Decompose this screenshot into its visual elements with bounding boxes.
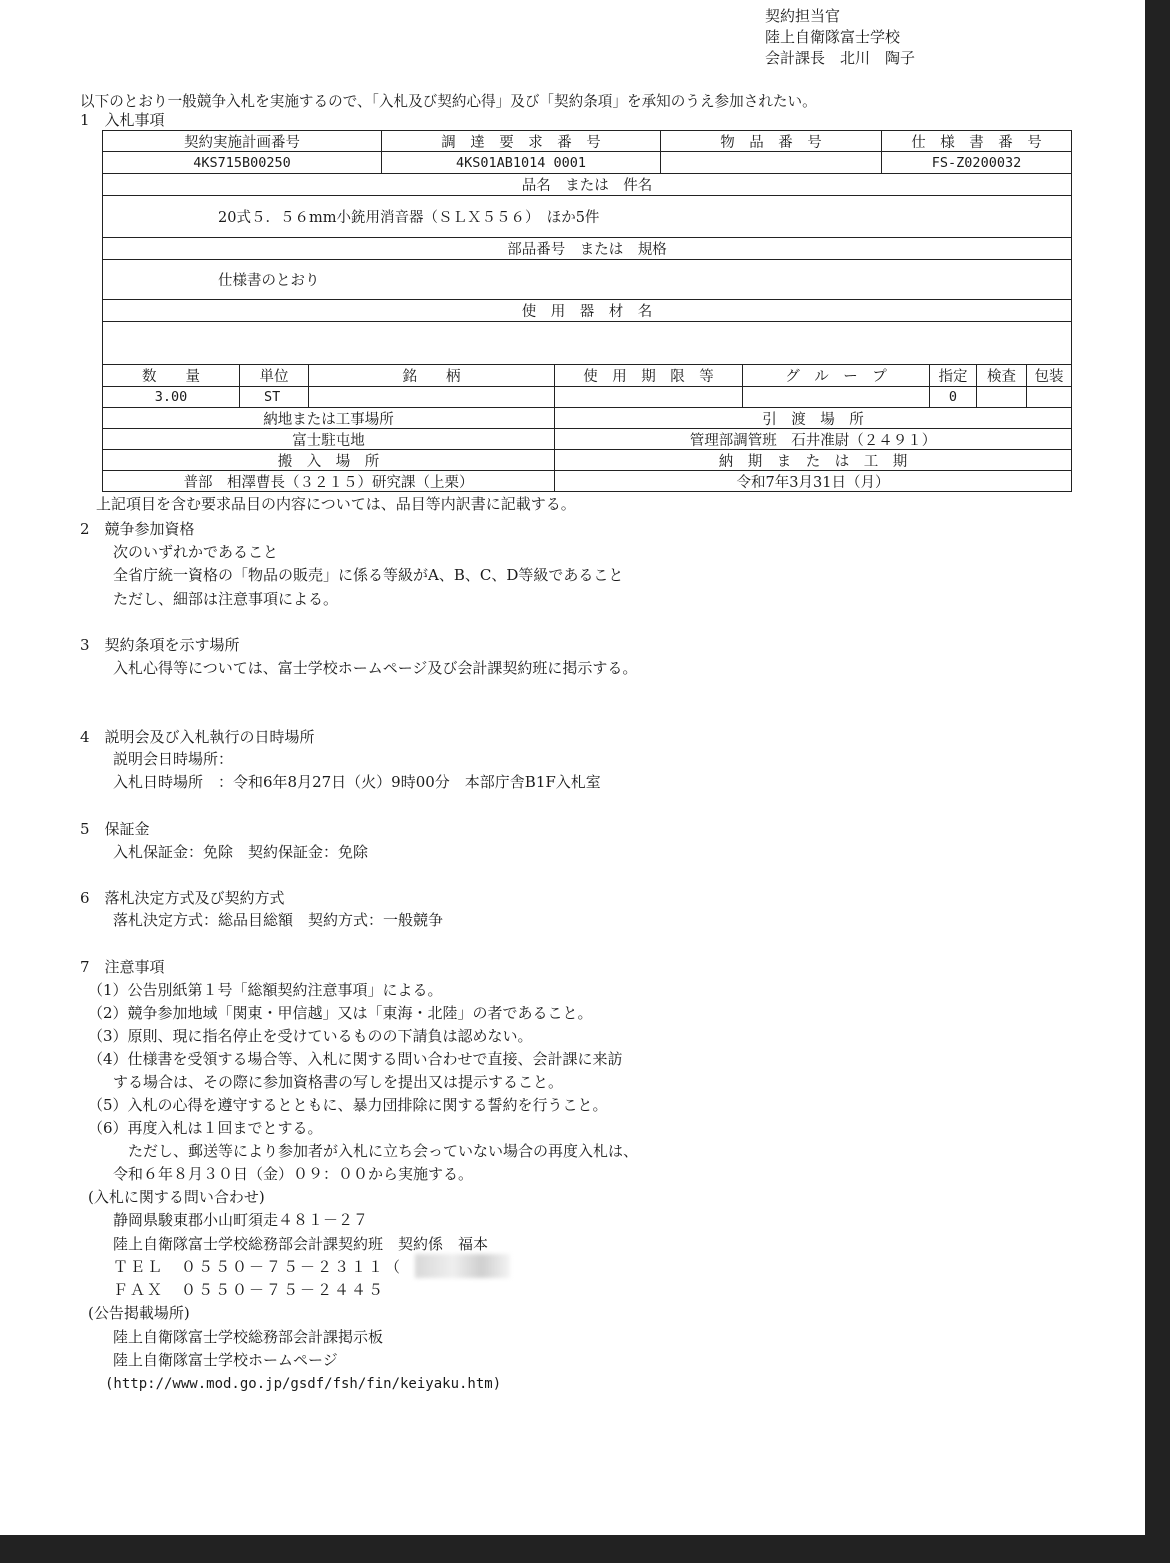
td-item-name: 20式５．５６mm小銃用消音器（ＳＬＸ５５６） ほか5件 xyxy=(102,195,1072,238)
th-delivery-place: 納地または工事場所 xyxy=(102,407,555,429)
section4-line2: 入札日時場所 ：令和6年8月27日（火）9時00分 本部庁舎B1F入札室 xyxy=(113,773,601,791)
th-deadline: 納 期 ま た は 工 期 xyxy=(554,449,1072,471)
section4-line1: 説明会日時場所： xyxy=(113,750,234,768)
td-req-no: 4KS01AB1014 0001 xyxy=(381,151,661,174)
section2-line1: 次のいずれかであること xyxy=(113,543,279,561)
contact-fax: ＦＡＸ ０５５０－７５－２４４５ xyxy=(113,1281,386,1299)
redacted-area xyxy=(415,1254,510,1278)
th-unit: 単位 xyxy=(239,364,309,387)
section1-note: 上記項目を含む要求品目の内容については、品目等内訳書に記載する。 xyxy=(96,495,576,513)
contact-address: 静岡県駿東郡小山町須走４８１－２７ xyxy=(113,1211,369,1229)
section4-title: 4 説明会及び入札執行の日時場所 xyxy=(80,728,315,746)
th-pack: 包装 xyxy=(1026,364,1072,387)
th-designate: 指定 xyxy=(929,364,977,387)
th-period: 使 用 期 限 等 xyxy=(554,364,743,387)
section2-title: 2 競争参加資格 xyxy=(80,520,195,538)
th-plan-no: 契約実施計画番号 xyxy=(102,130,382,152)
td-spec-no: FS-Z0200032 xyxy=(881,151,1072,174)
td-equipment xyxy=(102,321,1072,365)
th-qty: 数 量 xyxy=(102,364,240,387)
contact-tel: ＴＥＬ ０５５０－７５－２３１１（ xyxy=(113,1258,403,1276)
th-handover: 引 渡 場 所 xyxy=(554,407,1072,429)
note-4a: （4）仕様書を受領する場合等、入札に関する問い合わせで直接、会計課に来訪 xyxy=(88,1050,623,1068)
note-6b: ただし、郵送等により参加者が入札に立ち会っていない場合の再度入札は、 xyxy=(128,1142,639,1160)
bid-table xyxy=(102,130,1072,492)
note-4b: する場合は、その際に参加資格書の写しを提出又は提示すること。 xyxy=(113,1073,564,1091)
section5-line1: 入札保証金：免除 契約保証金：免除 xyxy=(113,843,369,861)
section6-title: 6 落札決定方式及び契約方式 xyxy=(80,889,285,907)
posting-line2: 陸上自衛隊富士学校ホームページ xyxy=(113,1351,338,1369)
td-carry-in: 普部 相澤曹長（３２１５）研究課（上栗） xyxy=(102,470,555,492)
posting-title: (公告掲載場所) xyxy=(88,1304,190,1322)
note-6c: 令和６年８月３０日（金）０９：００から実施する。 xyxy=(113,1165,474,1183)
td-item-no xyxy=(660,151,882,174)
contact-title: (入札に関する問い合わせ) xyxy=(88,1188,265,1206)
td-designate: 0 xyxy=(929,386,977,408)
note-3: （3）原則、現に指名停止を受けているものの下請負は認めない。 xyxy=(88,1027,533,1045)
td-period xyxy=(554,386,743,408)
td-delivery-place: 富士駐屯地 xyxy=(102,428,555,450)
th-item-name: 品名 または 件名 xyxy=(102,173,1072,196)
td-qty: 3.00 xyxy=(102,386,240,408)
th-item-no: 物 品 番 号 xyxy=(660,130,882,152)
section2-line3: ただし、細部は注意事項による。 xyxy=(113,590,339,608)
td-part: 仕様書のとおり xyxy=(102,259,1072,300)
td-handover: 管理部調管班 石井准尉（２４９１） xyxy=(554,428,1072,450)
note-6a: （6）再度入札は１回までとする。 xyxy=(88,1119,323,1137)
section3-line1: 入札心得等については、富士学校ホームページ及び会計課契約班に掲示する。 xyxy=(113,659,638,677)
td-inspect xyxy=(976,386,1027,408)
th-inspect: 検査 xyxy=(976,364,1027,387)
section2-line2: 全省庁統一資格の「物品の販売」に係る等級がA、B、C、D等級であること xyxy=(113,566,624,584)
th-req-no: 調 達 要 求 番 号 xyxy=(381,130,661,152)
th-part: 部品番号 または 規格 xyxy=(102,237,1072,260)
th-spec-no: 仕 様 書 番 号 xyxy=(881,130,1072,152)
note-5: （5）入札の心得を遵守するとともに、暴力団排除に関する誓約を行うこと。 xyxy=(88,1096,608,1114)
section3-title: 3 契約条項を示す場所 xyxy=(80,636,240,654)
td-group xyxy=(742,386,930,408)
th-brand: 銘 柄 xyxy=(308,364,555,387)
section1-title: 1 入札事項 xyxy=(80,111,165,129)
scan-edge-right xyxy=(1145,0,1170,1563)
note-1: （1）公告別紙第１号「総額契約注意事項」による。 xyxy=(88,981,443,999)
posting-url[interactable]: (http://www.mod.go.jp/gsdf/fsh/fin/keiyaku.htm) xyxy=(105,1376,502,1392)
scan-edge-bottom xyxy=(0,1535,1170,1563)
section5-title: 5 保証金 xyxy=(80,820,150,838)
td-unit: ST xyxy=(239,386,309,408)
th-equipment: 使 用 器 材 名 xyxy=(102,299,1072,322)
th-carry-in: 搬 入 場 所 xyxy=(102,449,555,471)
td-pack xyxy=(1026,386,1072,408)
td-brand xyxy=(308,386,555,408)
contact-office: 陸上自衛隊富士学校総務部会計課契約班 契約係 福本 xyxy=(113,1235,489,1253)
td-plan-no: 4KS715B00250 xyxy=(102,151,382,174)
posting-line1: 陸上自衛隊富士学校総務部会計課掲示板 xyxy=(113,1328,384,1346)
th-group: グ ル ー プ xyxy=(742,364,930,387)
section7-title: 7 注意事項 xyxy=(80,958,165,976)
td-deadline: 令和7年3月31日（月） xyxy=(554,470,1072,492)
header-title: 契約担当官 xyxy=(765,7,841,25)
intro-text: 以下のとおり一般競争入札を実施するので、「入札及び契約心得」及び「契約条項」を承知のうえ参加されたい。 xyxy=(80,93,817,110)
note-2: （2）競争参加地域「関東・甲信越」又は「東海・北陸」の者であること。 xyxy=(88,1004,593,1022)
header-officer: 会計課長 北川 陶子 xyxy=(765,49,916,67)
header-org: 陸上自衛隊富士学校 xyxy=(765,28,901,46)
section6-line1: 落札決定方式：総品目総額 契約方式：一般競争 xyxy=(113,911,444,929)
